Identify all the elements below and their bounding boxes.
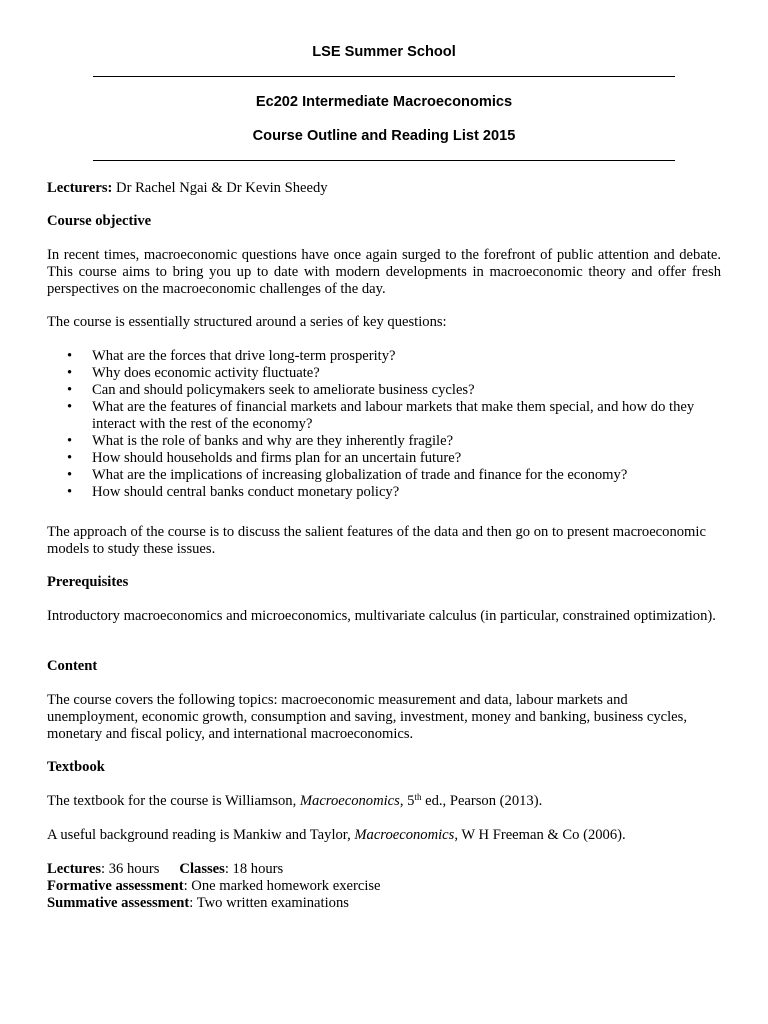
list-item: • Why does economic activity fluctuate? xyxy=(67,365,320,381)
list-item: • How should central banks conduct monetary policy? xyxy=(67,484,400,500)
header-divider-bottom xyxy=(93,160,675,161)
approach-paragraph xyxy=(47,524,721,558)
textbook-heading: Textbook xyxy=(47,759,105,775)
content-section xyxy=(47,658,721,675)
textbook-title: Macroeconomics xyxy=(299,793,400,809)
textbook-section xyxy=(47,759,721,776)
questions-intro xyxy=(47,314,721,331)
list-item: • What is the role of banks and why are they inherently fragile? xyxy=(67,433,454,449)
lecturers-value: Dr Rachel Ngai & Dr Kevin Sheedy xyxy=(112,180,328,196)
hours-assessment xyxy=(47,861,721,912)
bullet-icon: • xyxy=(67,467,73,483)
bullet-icon: • xyxy=(67,399,73,415)
formative-line: Formative assessment: One marked homework exercise xyxy=(47,878,381,894)
content-paragraph xyxy=(47,692,721,743)
school-title: LSE Summer School xyxy=(312,44,456,60)
approach-text: The approach of the course is to discuss the salient features of the data and then go on to present macroeconomic models to study these issues. xyxy=(47,524,706,557)
outline-title: Course Outline and Reading List 2015 xyxy=(252,128,516,144)
list-item: • How should households and firms plan for an uncertain future? xyxy=(67,450,462,466)
lecturers-line xyxy=(47,180,721,197)
list-item: • What are the implications of increasing globalization of trade and finance for the economy? xyxy=(67,467,628,483)
list-item: • Can and should policymakers seek to ameliorate business cycles? xyxy=(67,382,475,398)
course-title: Ec202 Intermediate Macroeconomics xyxy=(255,94,513,110)
content-heading: Content xyxy=(47,658,98,674)
objective-heading: Course objective xyxy=(47,213,152,229)
objective-section xyxy=(47,213,721,230)
key-questions-list xyxy=(47,348,721,501)
list-item: • What are the forces that drive long-term prosperity? xyxy=(67,348,396,364)
lecturers-label: Lecturers: xyxy=(47,180,113,196)
bullet-icon: • xyxy=(67,484,73,500)
summative-line: Summative assessment: Two written examinations xyxy=(47,895,349,911)
prerequisites-paragraph xyxy=(47,608,721,625)
content-text: The course covers the following topics: macroeconomic measurement and data, labour markets and unemployment, economic growth, consumption and saving, investment, money and banking, business cycles, monetary and fiscal policy, and international macroeconomics. xyxy=(47,692,687,742)
list-item: • What are the features of financial markets and labour markets that make them special, and how do they interact with the rest of the economy? xyxy=(67,399,695,432)
questions-intro-text: The course is essentially structured around a series of key questions: xyxy=(47,314,447,330)
bullet-icon: • xyxy=(67,382,73,398)
textbook-background: A useful background reading is Mankiw and Taylor, Macroeconomics, W H Freeman & Co (2006). xyxy=(47,827,626,843)
objective-paragraph xyxy=(47,247,721,298)
hours-line: Lectures: 36 hours Classes: 18 hours xyxy=(47,861,284,877)
bullet-icon: • xyxy=(67,365,73,381)
objective-text: In recent times, macroeconomic questions have once again surged to the forefront of public attention and debate. This course aims to bring you up to date with modern developments in macroeconomic theory and offer fresh perspectives on the macroeconomic challenges of the day. xyxy=(47,247,721,297)
prerequisites-text: Introductory macroeconomics and microeconomics, multivariate calculus (in particular, constrained optimization). xyxy=(47,608,716,624)
bullet-icon: • xyxy=(67,433,73,449)
header-divider-top xyxy=(93,76,675,77)
prerequisites-section xyxy=(47,574,721,591)
bullet-icon: • xyxy=(67,348,73,364)
prerequisites-heading: Prerequisites xyxy=(47,574,129,590)
background-title: Macroeconomics xyxy=(354,827,455,843)
bullet-icon: • xyxy=(67,450,73,466)
textbook-main: The textbook for the course is Williamson, Macroeconomics, 5th ed., Pearson (2013). xyxy=(47,792,543,809)
